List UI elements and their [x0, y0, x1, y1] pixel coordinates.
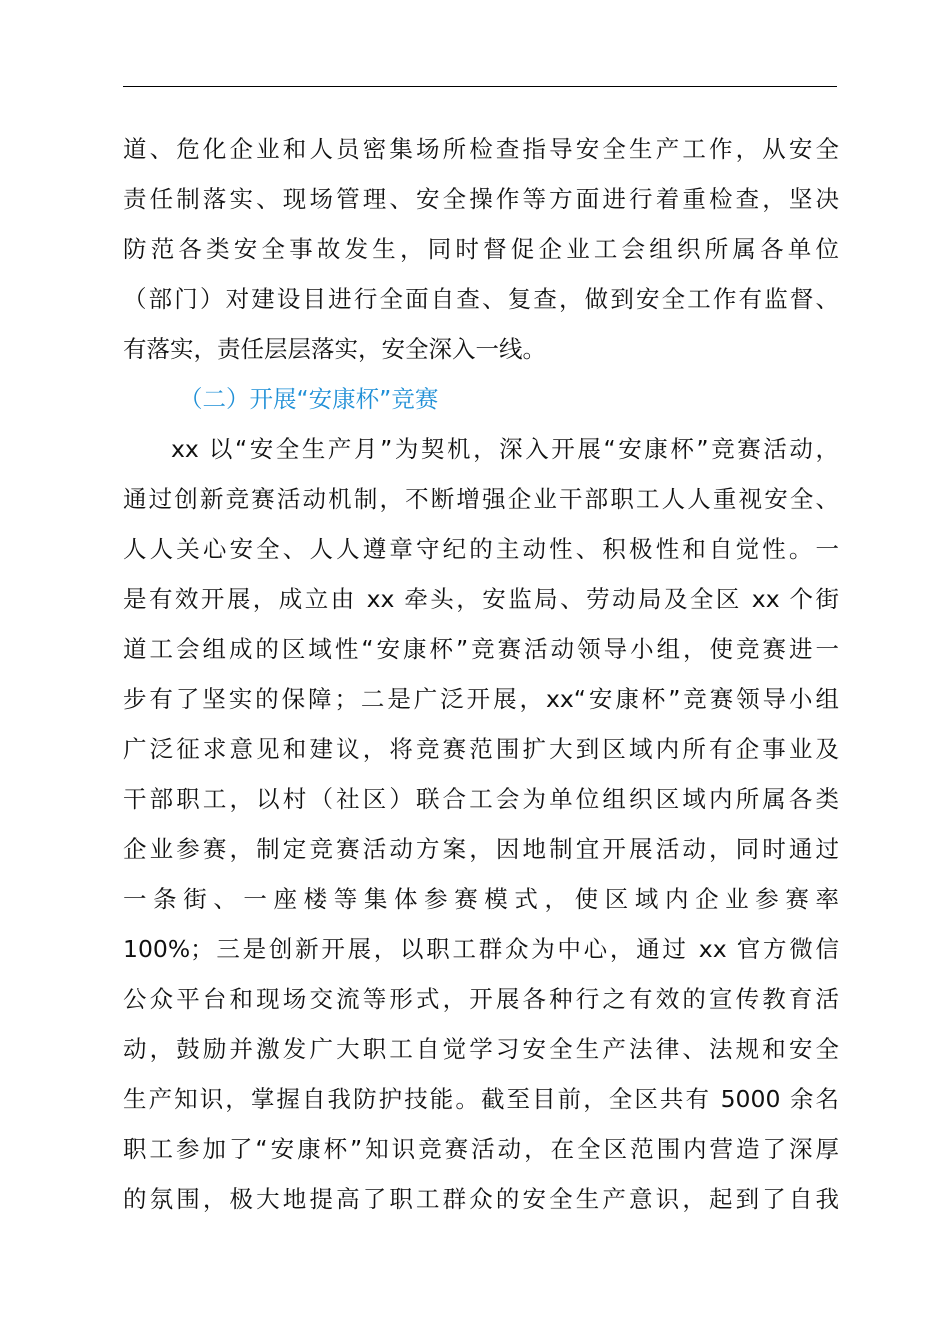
paragraph-line: 广泛征求意见和建议，将竞赛范围扩大到区域内所有企事业及 — [123, 735, 839, 763]
paragraph-line: 防范各类安全事故发生，同时督促企业工会组织所属各单位 — [123, 235, 839, 263]
paragraph-line: xx 以“安全生产月”为契机，深入开展“安康杯”竞赛活动， — [171, 435, 839, 463]
header-rule — [123, 86, 837, 87]
paragraph-line: 人人关心安全、人人遵章守纪的主动性、积极性和自觉性。一 — [123, 535, 839, 563]
paragraph-line: 动，鼓励并激发广大职工自觉学习安全生产法律、法规和安全 — [123, 1035, 839, 1063]
paragraph-line: 一条街、一座楼等集体参赛模式，使区域内企业参赛率 — [123, 885, 839, 913]
paragraph-line: 通过创新竞赛活动机制，不断增强企业干部职工人人重视安全、 — [123, 485, 839, 513]
paragraph-line: （部门）对建设目进行全面自查、复查，做到安全工作有监督、 — [123, 285, 839, 313]
paragraph-safety-inspection — [123, 124, 839, 374]
paragraph-line: 责任制落实、现场管理、安全操作等方面进行着重检查，坚决 — [123, 185, 839, 213]
paragraph-line: 道工会组成的区域性“安康杯”竞赛活动领导小组，使竞赛进一 — [123, 635, 839, 663]
paragraph-line: 是有效开展，成立由 xx 牵头，安监局、劳动局及全区 xx 个街 — [123, 585, 839, 613]
paragraph-line: 公众平台和现场交流等形式，开展各种行之有效的宣传教育活 — [123, 985, 839, 1013]
paragraph-line: 100%；三是创新开展，以职工群众为中心，通过 xx 官方微信 — [123, 935, 839, 963]
paragraph-line: 干部职工，以村（社区）联合工会为单位组织区域内所属各类 — [123, 785, 839, 813]
paragraph-line: 企业参赛，制定竞赛活动方案，因地制宜开展活动，同时通过 — [123, 835, 839, 863]
paragraph-ankang-cup — [123, 424, 839, 1224]
document-body — [123, 124, 839, 1224]
paragraph-line: 步有了坚实的保障；二是广泛开展，xx“安康杯”竞赛领导小组 — [123, 685, 839, 713]
paragraph-line: 的氛围，极大地提高了职工群众的安全生产意识，起到了自我 — [123, 1185, 839, 1213]
paragraph-line: 职工参加了“安康杯”知识竞赛活动，在全区范围内营造了深厚 — [123, 1135, 839, 1163]
paragraph-line: 有落实，责任层层落实，安全深入一线。 — [123, 335, 546, 363]
section-heading: （二）开展“安康杯”竞赛 — [179, 385, 439, 413]
paragraph-line: 生产知识，掌握自我防护技能。截至目前，全区共有 5000 余名 — [123, 1085, 839, 1113]
paragraph-line: 道、危化企业和人员密集场所检查指导安全生产工作，从安全 — [123, 135, 839, 163]
